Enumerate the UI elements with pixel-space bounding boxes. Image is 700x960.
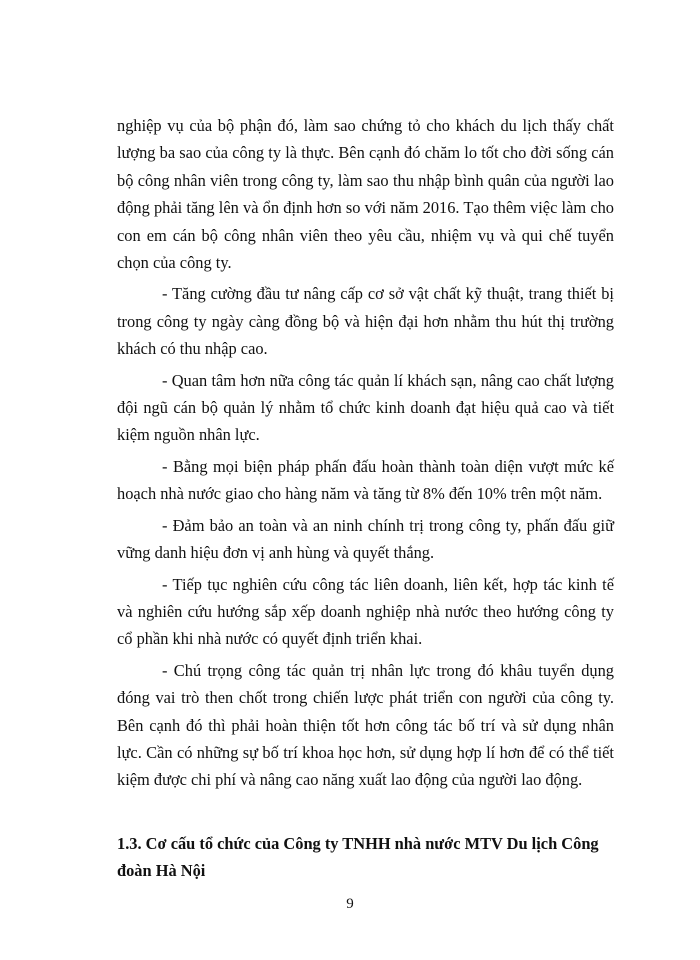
paragraph-continuation: nghiệp vụ của bộ phận đó, làm sao chứng tỏ cho khách du lịch thấy chất lượng ba sao của công ty là thực. Bên cạnh đó chăm lo tốt cho đời sống cán bộ công nhân viên trong công ty, làm sao thu nhập bình quân của người lao động phải tăng lên và ổn định hơn so với năm 2016. Tạo thêm việc làm cho con em cán bộ công nhân viên theo yêu cầu, nhiệm vụ và qui chế tuyển chọn của công ty. <box>117 116 614 273</box>
bullet-human-resources: - Chú trọng công tác quản trị nhân lực trong đó khâu tuyển dụng đóng vai trò then chốt trong chiến lược phát triển con người của công ty. Bên cạnh đó thì phải hoàn thiện tốt hơn công tác bố trí và sử dụng nhân lực. Cần có những sự bố trí khoa học hơn, sử dụng hợp lí hơn để có thể tiết kiệm được chi phí và nâng cao năng xuất lao động của người lao động. <box>117 660 614 790</box>
bullet-state-plan: - Bằng mọi biện pháp phấn đấu hoàn thành toàn diện vượt mức kế hoạch nhà nước giao cho hàng năm và tăng từ 8% đến 10% trên một năm. <box>117 456 614 504</box>
bullet-security: - Đảm bảo an toàn và an ninh chính trị trong công ty, phấn đấu giữ vững danh hiệu đơn vị anh hùng và quyết thắng. <box>117 515 614 563</box>
bullet-hotel-management: - Quan tâm hơn nữa công tác quản lí khách sạn, nâng cao chất lượng đội ngũ cán bộ quản lý nhằm tổ chức kinh doanh đạt hiệu quả cao và tiết kiệm nguồn nhân lực. <box>117 370 614 445</box>
section-heading: 1.3. Cơ cấu tổ chức của Công ty TNHH nhà nước MTV Du lịch Công đoàn Hà Nội <box>117 833 599 881</box>
bullet-invest-facilities: - Tăng cường đầu tư nâng cấp cơ sở vật chất kỹ thuật, trang thiết bị trong công ty ngày càng đồng bộ và hiện đại hơn nhằm thu hút thị trường khách có thu nhập cao. <box>117 284 614 359</box>
bullet-joint-venture: - Tiếp tục nghiên cứu công tác liên doanh, liên kết, hợp tác kinh tế và nghiên cứu hướng sắp xếp doanh nghiệp nhà nước theo hướng công ty cổ phần khi nhà nước có quyết định triển khai. <box>117 574 614 649</box>
page-number: 9 <box>346 896 354 912</box>
